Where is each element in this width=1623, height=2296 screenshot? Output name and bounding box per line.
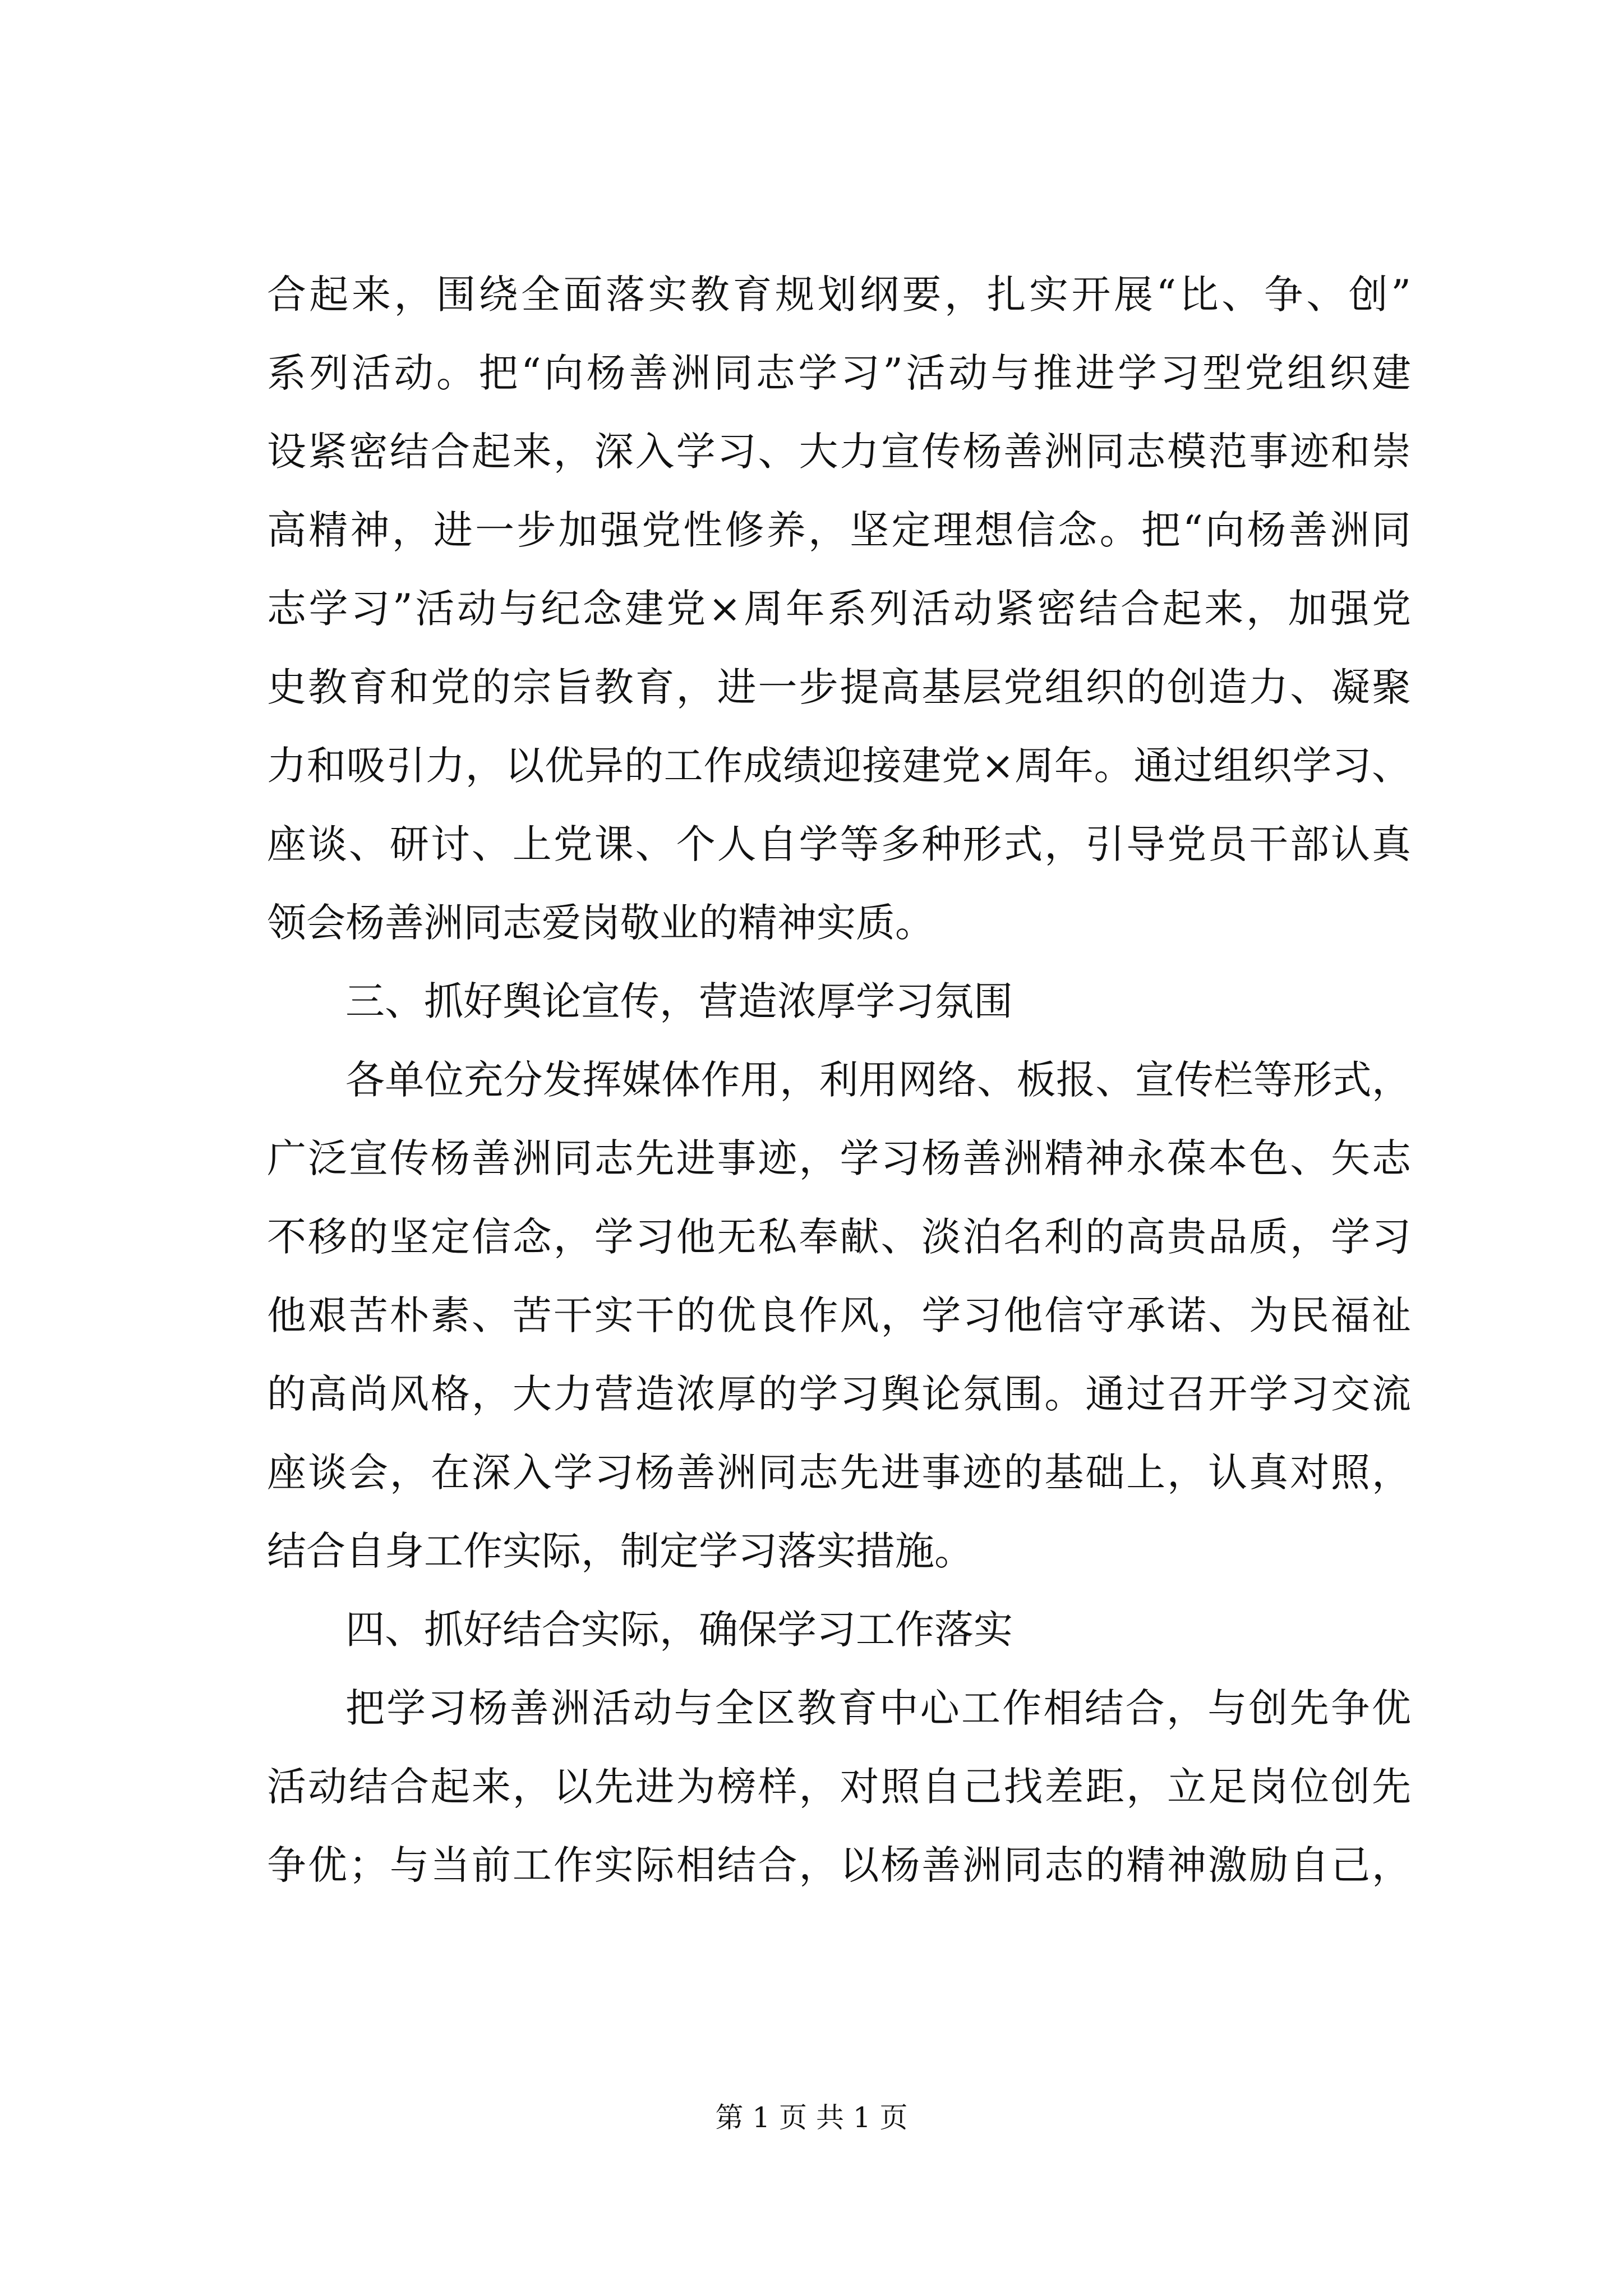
- text-line: 系列活动。把“向杨善洲同志学习”活动与推进学习型党组织建: [267, 350, 1411, 396]
- text-line: 力和吸引力，以优异的工作成绩迎接建党×周年。通过组织学习、: [267, 743, 1411, 789]
- text-line: 他艰苦朴素、苦干实干的优良作风，学习他信守承诺、为民福祉: [267, 1292, 1411, 1338]
- text-line: 志学习”活动与纪念建党×周年系列活动紧密结合起来，加强党: [267, 586, 1411, 632]
- document-body: [267, 255, 1411, 1904]
- text-line: 争优；与当前工作实际相结合，以杨善洲同志的精神激励自己，: [267, 1842, 1411, 1888]
- text-line: 的高尚风格，大力营造浓厚的学习舆论氛围。通过召开学习交流: [267, 1371, 1411, 1417]
- text-line: 结合自身工作实际，制定学习落实措施。: [267, 1528, 974, 1574]
- paragraph-first-line: 各单位充分发挥媒体作用，利用网络、板报、宣传栏等形式，: [345, 1057, 1411, 1103]
- text-line: 史教育和党的宗旨教育，进一步提高基层党组织的创造力、凝聚: [267, 664, 1411, 710]
- text-line: 座谈会，在深入学习杨善洲同志先进事迹的基础上，认真对照，: [267, 1450, 1411, 1496]
- text-line: 合起来，围绕全面落实教育规划纲要，扎实开展“比、争、创”: [267, 272, 1411, 318]
- text-line: 高精神，进一步加强党性修养，坚定理想信念。把“向杨善洲同: [267, 507, 1411, 553]
- text-line: 广泛宣传杨善洲同志先进事迹，学习杨善洲精神永葆本色、矢志: [267, 1135, 1411, 1181]
- text-line: 活动结合起来，以先进为榜样，对照自己找差距，立足岗位创先: [267, 1764, 1411, 1810]
- paragraph-first-line: 把学习杨善洲活动与全区教育中心工作相结合，与创先争优: [345, 1685, 1411, 1731]
- text-line: 领会杨善洲同志爱岗敬业的精神实质。: [267, 900, 934, 946]
- text-line: 设紧密结合起来，深入学习、大力宣传杨善洲同志模范事迹和崇: [267, 429, 1411, 475]
- text-line: 不移的坚定信念，学习他无私奉献、淡泊名利的高贵品质，学习: [267, 1214, 1411, 1260]
- section-heading: 四、抓好结合实际，确保学习工作落实: [345, 1607, 1013, 1653]
- text-line: 座谈、研讨、上党课、个人自学等多种形式，引导党员干部认真: [267, 821, 1411, 867]
- section-heading: 三、抓好舆论宣传，营造浓厚学习氛围: [345, 978, 1013, 1024]
- page-number-footer: 第 1 页 共 1 页: [715, 2101, 908, 2134]
